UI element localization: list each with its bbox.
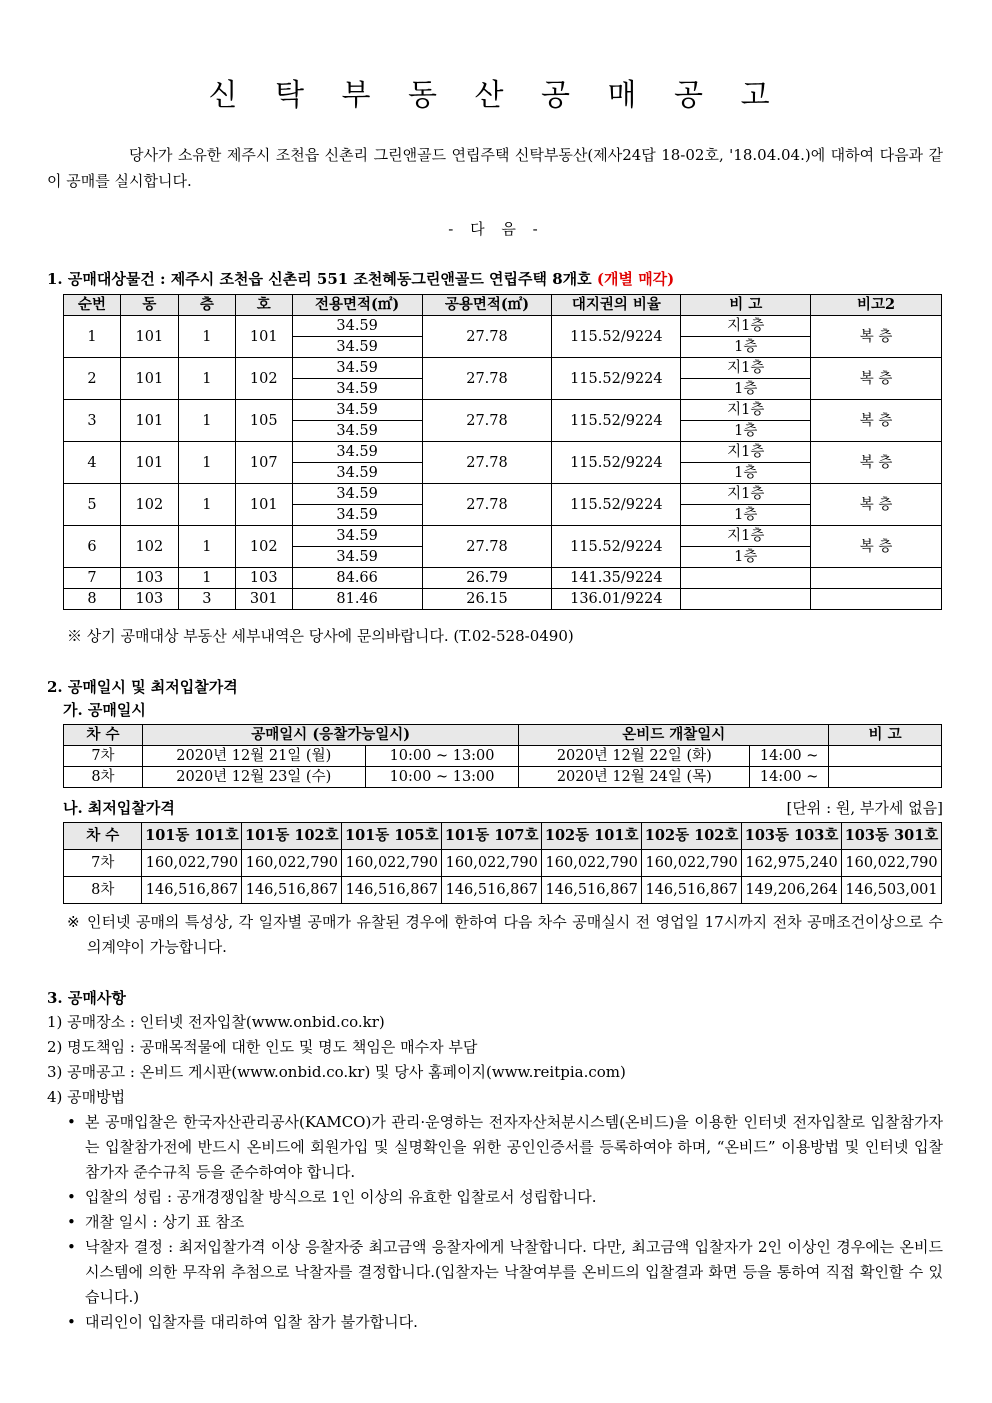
- schedule-table: [63, 724, 942, 788]
- page-title: 신 탁 부 동 산 공 매 공 고: [208, 78, 784, 113]
- col-header: 비고2: [811, 295, 942, 316]
- table-cell: 1: [178, 484, 235, 526]
- table-cell: 2: [64, 358, 121, 400]
- table-cell: 14:00 ~: [750, 767, 829, 788]
- list-item: 4) 공매방법: [47, 1088, 126, 1106]
- property-table-header: [64, 295, 942, 316]
- table-cell: 146,516,867: [542, 877, 642, 904]
- table-cell: 101: [235, 484, 292, 526]
- table-cell: 27.78: [422, 442, 552, 484]
- table-cell: 지1층: [681, 316, 811, 337]
- section3-heading: 3. 공매사항: [47, 989, 126, 1007]
- col-header: 공매일시 (응찰가능일시): [142, 725, 519, 746]
- table-cell: 26.15: [422, 589, 552, 610]
- table-cell: 160,022,790: [342, 850, 442, 877]
- table-cell: 160,022,790: [442, 850, 542, 877]
- table-cell: 160,022,790: [842, 850, 942, 877]
- col-header: 전용면적(㎡): [292, 295, 422, 316]
- table-cell: 160,022,790: [242, 850, 342, 877]
- table-cell: 146,503,001: [842, 877, 942, 904]
- col-header: 101동 105호: [342, 823, 442, 850]
- table-cell: 7차: [64, 850, 142, 877]
- table-cell: 101: [120, 358, 178, 400]
- table-cell: 1: [178, 568, 235, 589]
- table-cell: 10:00 ~ 13:00: [365, 767, 519, 788]
- table-cell: 103: [120, 568, 178, 589]
- table-row: [64, 877, 942, 904]
- table-cell: 지1층: [681, 526, 811, 547]
- col-header: 차 수: [64, 725, 143, 746]
- col-header: 비 고: [681, 295, 811, 316]
- table-cell: [811, 568, 942, 589]
- method-bullets: [67, 1110, 943, 1335]
- table-cell: 1: [64, 316, 121, 358]
- table-cell: [811, 589, 942, 610]
- table-cell: 복 층: [811, 484, 942, 526]
- table-cell: 107: [235, 442, 292, 484]
- table-cell: 1: [178, 526, 235, 568]
- col-header: 102동 102호: [642, 823, 742, 850]
- table-cell: 8차: [64, 767, 143, 788]
- table-cell: 102: [120, 526, 178, 568]
- schedule-subheading: 가. 공매일시: [63, 701, 146, 719]
- table-cell: 115.52/9224: [552, 442, 681, 484]
- col-header: 101동 102호: [242, 823, 342, 850]
- table-cell: 지1층: [681, 484, 811, 505]
- table-cell: 8차: [64, 877, 142, 904]
- table-cell: 136.01/9224: [552, 589, 681, 610]
- table-cell: 지1층: [681, 358, 811, 379]
- table-cell: 105: [235, 400, 292, 442]
- table-cell: 102: [235, 526, 292, 568]
- list-item: 2) 명도책임 : 공매목적물에 대한 인도 및 명도 책임은 매수자 부담: [47, 1038, 478, 1056]
- table-cell: 162,975,240: [742, 850, 842, 877]
- table-cell: 1: [178, 442, 235, 484]
- list-item: 3) 공매공고 : 온비드 게시판(www.onbid.co.kr) 및 당사 홈페이지(www.reitpia.com): [47, 1063, 626, 1081]
- table-cell: 27.78: [422, 316, 552, 358]
- table-cell: 160,022,790: [542, 850, 642, 877]
- table-cell: 103: [120, 589, 178, 610]
- table-cell: 27.78: [422, 526, 552, 568]
- table-cell: 지1층: [681, 400, 811, 421]
- table-cell: 115.52/9224: [552, 316, 681, 358]
- damum-divider: - 다 음 -: [448, 220, 544, 238]
- table-cell: 6: [64, 526, 121, 568]
- table-cell: 146,516,867: [142, 877, 242, 904]
- property-note: ※ 상기 공매대상 부동산 세부내역은 당사에 문의바랍니다. (T.02-528-0490): [67, 627, 574, 645]
- table-row: [64, 358, 942, 379]
- table-row: [64, 526, 942, 547]
- col-header: 공용면적(㎡): [422, 295, 552, 316]
- table-cell: 26.79: [422, 568, 552, 589]
- table-cell: 160,022,790: [642, 850, 742, 877]
- col-header: 101동 101호: [142, 823, 242, 850]
- table-cell: 34.59: [292, 358, 422, 379]
- table-cell: 복 층: [811, 442, 942, 484]
- table-cell: 1층: [681, 463, 811, 484]
- table-cell: 84.66: [292, 568, 422, 589]
- bullet-item: • 개찰 일시 : 상기 표 참조: [67, 1210, 943, 1235]
- table-cell: 5: [64, 484, 121, 526]
- note-mark: ※: [67, 913, 80, 931]
- table-cell: 101: [120, 442, 178, 484]
- col-header: 비 고: [829, 725, 942, 746]
- table-cell: 2020년 12월 23일 (수): [142, 767, 365, 788]
- table-cell: 34.59: [292, 379, 422, 400]
- bullet-item: • 입찰의 성립 : 공개경쟁입찰 방식으로 1인 이상의 유효한 입찰로서 성립합니다.: [67, 1185, 943, 1210]
- table-cell: 27.78: [422, 484, 552, 526]
- auction-items: [47, 1010, 943, 1335]
- table-cell: 34.59: [292, 421, 422, 442]
- table-cell: 4: [64, 442, 121, 484]
- bullet-item: • 대리인이 입찰자를 대리하여 입찰 참가 불가합니다.: [67, 1310, 943, 1335]
- table-cell: 101: [235, 316, 292, 358]
- table-cell: 103: [235, 568, 292, 589]
- table-cell: 146,516,867: [242, 877, 342, 904]
- col-header: 101동 107호: [442, 823, 542, 850]
- table-cell: 146,516,867: [642, 877, 742, 904]
- table-cell: 27.78: [422, 400, 552, 442]
- table-cell: 101: [120, 400, 178, 442]
- table-cell: 2020년 12월 22일 (화): [519, 746, 750, 767]
- col-header: 대지권의 비율: [552, 295, 681, 316]
- table-cell: 301: [235, 589, 292, 610]
- table-row: [64, 850, 942, 877]
- table-cell: 146,516,867: [442, 877, 542, 904]
- table-cell: [681, 589, 811, 610]
- unit-label: [단위 : 원, 부가세 없음]: [786, 799, 943, 817]
- table-cell: 141.35/9224: [552, 568, 681, 589]
- table-cell: 34.59: [292, 547, 422, 568]
- table-cell: 81.46: [292, 589, 422, 610]
- table-cell: 1: [178, 400, 235, 442]
- price-subheading: 나. 최저입찰가격: [63, 799, 175, 817]
- table-cell: 34.59: [292, 484, 422, 505]
- table-cell: 복 층: [811, 358, 942, 400]
- table-cell: 102: [235, 358, 292, 400]
- table-row: [64, 442, 942, 463]
- table-cell: 복 층: [811, 400, 942, 442]
- col-header: 102동 101호: [542, 823, 642, 850]
- table-cell: 34.59: [292, 463, 422, 484]
- table-cell: [681, 568, 811, 589]
- table-cell: 115.52/9224: [552, 400, 681, 442]
- table-cell: [829, 767, 942, 788]
- table-cell: 14:00 ~: [750, 746, 829, 767]
- table-cell: 101: [120, 316, 178, 358]
- table-cell: [829, 746, 942, 767]
- col-header: 동: [120, 295, 178, 316]
- individual-sale-label: (개별 매각): [596, 270, 675, 288]
- section2-heading: 2. 공매일시 및 최저입찰가격: [47, 678, 238, 696]
- table-cell: 102: [120, 484, 178, 526]
- table-row: [64, 589, 942, 610]
- col-header: 순번: [64, 295, 121, 316]
- col-header: 차 수: [64, 823, 142, 850]
- table-cell: 3: [64, 400, 121, 442]
- property-table: [63, 294, 942, 610]
- table-cell: 149,206,264: [742, 877, 842, 904]
- table-cell: 1층: [681, 379, 811, 400]
- table-cell: 복 층: [811, 526, 942, 568]
- section1-heading: 1. 공매대상물건 : 제주시 조천읍 신촌리 551 조천혜동그린앤골드 연립주택 8개호 (개별 매각): [47, 270, 675, 288]
- table-cell: 34.59: [292, 505, 422, 526]
- intro-paragraph: 당사가 소유한 제주시 조천읍 신촌리 그린앤골드 연립주택 신탁부동산(제사24답 18-02호, '18.04.04.)에 대하여 다음과 같이 공매를 실시합니다.: [47, 146, 943, 190]
- table-cell: 115.52/9224: [552, 484, 681, 526]
- table-cell: 복 층: [811, 316, 942, 358]
- list-item: 1) 공매장소 : 인터넷 전자입찰(www.onbid.co.kr): [47, 1013, 385, 1031]
- table-cell: 지1층: [681, 442, 811, 463]
- bullet-item: • 낙찰자 결정 : 최저입찰가격 이상 응찰자중 최고금액 응찰자에게 낙찰합니다. 다만, 최고금액 입찰자가 2인 이상인 경우에는 온비드 시스템에 의한 무작위 추첨으로 낙찰자를 결정합니다.(입찰자는 낙찰여부를 온비드의 입찰결과 화면 등을 통하여 직접 확인할 수 있습니다.): [67, 1235, 943, 1310]
- table-cell: 160,022,790: [142, 850, 242, 877]
- table-row: [64, 746, 942, 767]
- table-cell: 2020년 12월 24일 (목): [519, 767, 750, 788]
- table-cell: 10:00 ~ 13:00: [365, 746, 519, 767]
- bullet-item: • 본 공매입찰은 한국자산관리공사(KAMCO)가 관리·운영하는 전자자산처분시스템(온비드)을 이용한 인터넷 전자입찰로 입찰참가자는 입찰참가전에 반드시 온비드에 회원가입 및 실명확인을 위한 공인인증서를 등록하여야 하며, “온비드” 이용방법 및 인터넷 입찰참가자 준수규칙 등을 준수하여야 합니다.: [67, 1110, 943, 1185]
- table-cell: 7차: [64, 746, 143, 767]
- table-cell: 1층: [681, 421, 811, 442]
- table-row: [64, 316, 942, 337]
- table-row: [64, 767, 942, 788]
- table-cell: 34.59: [292, 337, 422, 358]
- col-header: 103동 103호: [742, 823, 842, 850]
- table-cell: 1층: [681, 547, 811, 568]
- col-header: 호: [235, 295, 292, 316]
- contract-note: ※ 인터넷 공매의 특성상, 각 일자별 공매가 유찰된 경우에 한하여 다음 차수 공매실시 전 영업일 17시까지 전차 공매조건이상으로 수의계약이 가능합니다.: [67, 910, 943, 960]
- table-cell: 34.59: [292, 526, 422, 547]
- table-cell: 34.59: [292, 442, 422, 463]
- table-cell: 2020년 12월 21일 (월): [142, 746, 365, 767]
- price-table: [63, 822, 942, 904]
- table-cell: 115.52/9224: [552, 358, 681, 400]
- table-cell: 146,516,867: [342, 877, 442, 904]
- table-row: [64, 568, 942, 589]
- table-cell: 34.59: [292, 400, 422, 421]
- table-cell: 8: [64, 589, 121, 610]
- table-cell: 1층: [681, 505, 811, 526]
- col-header: 온비드 개찰일시: [519, 725, 829, 746]
- col-header: 층: [178, 295, 235, 316]
- col-header: 103동 301호: [842, 823, 942, 850]
- table-cell: 3: [178, 589, 235, 610]
- table-cell: 34.59: [292, 316, 422, 337]
- table-cell: 7: [64, 568, 121, 589]
- table-row: [64, 484, 942, 505]
- table-row: [64, 400, 942, 421]
- table-cell: 27.78: [422, 358, 552, 400]
- table-cell: 115.52/9224: [552, 526, 681, 568]
- table-cell: 1층: [681, 337, 811, 358]
- table-cell: 1: [178, 358, 235, 400]
- table-cell: 1: [178, 316, 235, 358]
